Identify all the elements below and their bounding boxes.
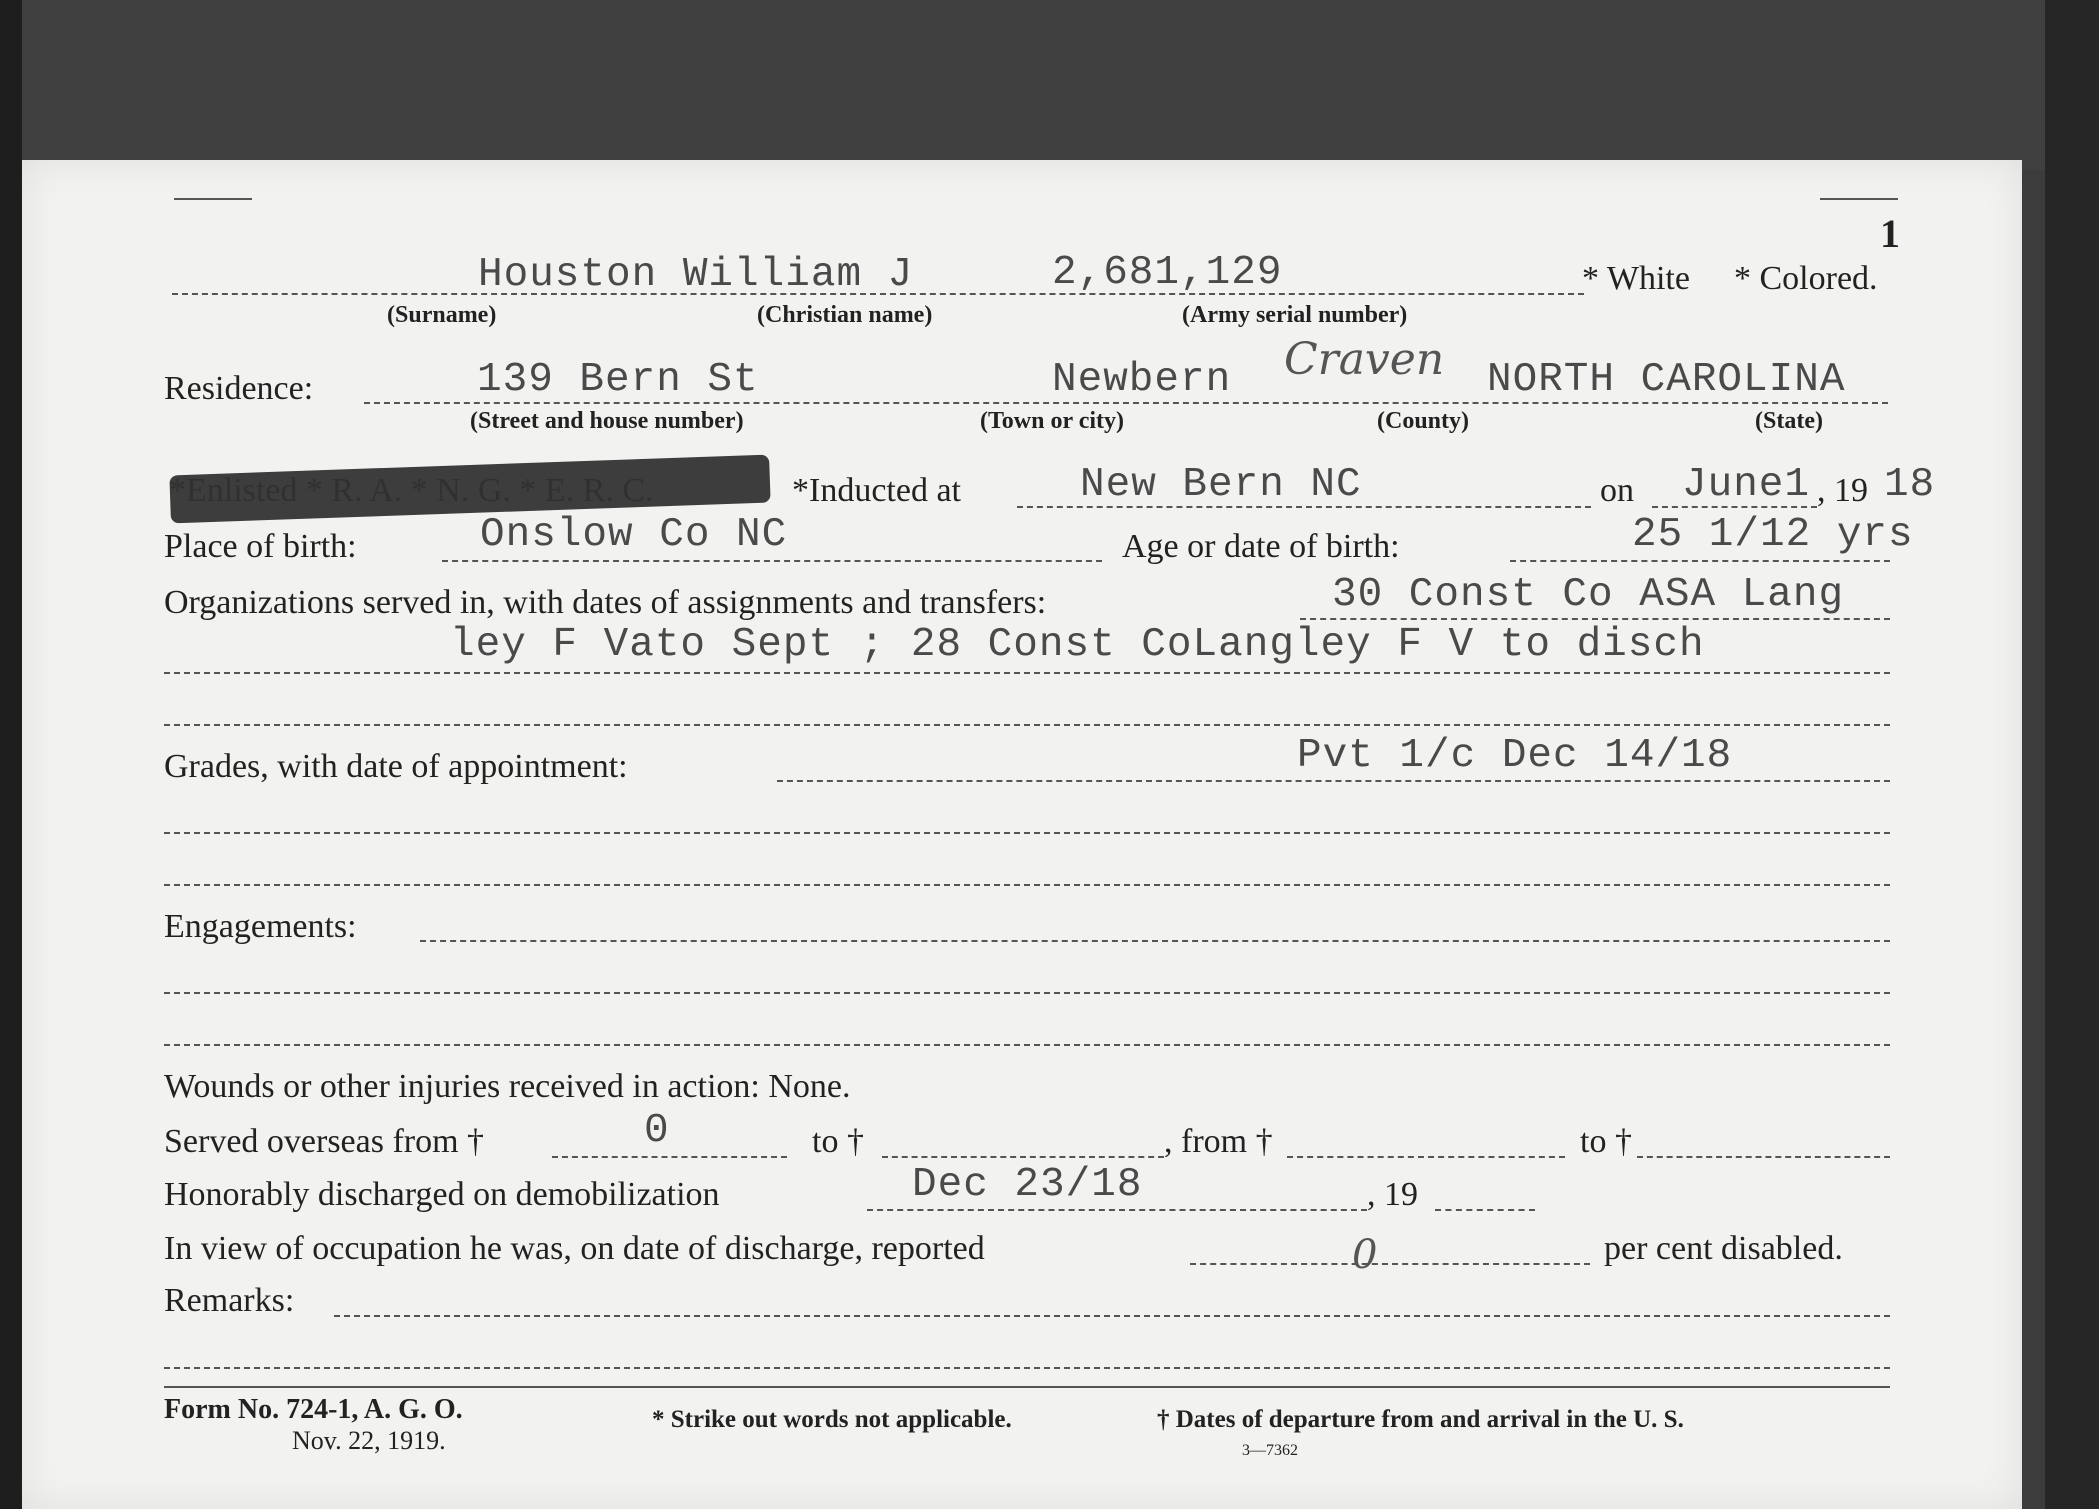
overseas-from-value: 0: [644, 1108, 670, 1154]
engagements-line-1: [420, 940, 1890, 942]
race-colored: * Colored.: [1734, 260, 1878, 297]
grades-line-3: [164, 884, 1890, 886]
induction-date: June1: [1682, 462, 1811, 508]
on-label: on: [1600, 472, 1634, 509]
wounds-text: Wounds or other injuries received in action: None.: [164, 1068, 851, 1105]
residence-label: Residence:: [164, 370, 314, 407]
christian-name-caption: (Christian name): [757, 302, 933, 328]
overseas-from2-line: [1287, 1156, 1565, 1158]
induction-year-prefix: , 19: [1817, 472, 1868, 509]
overseas-to-label: to †: [812, 1123, 864, 1160]
overseas-label: Served overseas from †: [164, 1123, 485, 1160]
age-line: [1510, 560, 1890, 562]
top-right-rule: [1820, 198, 1898, 200]
discharge-year-line: [1435, 1209, 1535, 1211]
organizations-line-2-value: ley F Vato Sept ; 28 Const CoLangley F V to disch: [450, 622, 1705, 668]
print-code: 3—7362: [1242, 1442, 1298, 1459]
inducted-label: *Inducted at: [792, 472, 961, 509]
place-of-birth-line: [442, 560, 1102, 562]
overseas-to-line: [882, 1156, 1164, 1158]
grades-label: Grades, with date of appointment:: [164, 748, 628, 785]
discharge-year-prefix: , 19: [1367, 1176, 1418, 1213]
state-caption: (State): [1755, 408, 1823, 434]
organizations-line-1-value: 30 Const Co ASA Lang: [1332, 572, 1845, 618]
county-caption: (County): [1377, 408, 1470, 434]
race-white: * White: [1582, 260, 1690, 297]
disability-suffix: per cent disabled.: [1604, 1230, 1843, 1267]
engagements-label: Engagements:: [164, 908, 357, 945]
residence-street: 139 Bern St: [477, 357, 759, 403]
overseas-to2-line: [1637, 1156, 1890, 1158]
discharge-line: [867, 1209, 1367, 1211]
grades-line-2: [164, 832, 1890, 834]
overseas-to2-label: to †: [1580, 1123, 1632, 1160]
scanner-backdrop-right: [2045, 0, 2099, 1509]
disability-line: [1190, 1263, 1590, 1265]
disability-label: In view of occupation he was, on date of discharge, reported: [164, 1230, 985, 1267]
card-number: 1: [1880, 211, 1900, 256]
engagements-line-2: [164, 992, 1890, 994]
grades-value: Pvt 1/c Dec 14/18: [1297, 733, 1733, 779]
place-of-birth-label: Place of birth:: [164, 528, 357, 565]
discharge-label: Honorably discharged on demobilization: [164, 1176, 720, 1213]
residence-county: Craven: [1284, 334, 1445, 385]
inducted-at-value: New Bern NC: [1080, 462, 1362, 508]
town-caption: (Town or city): [980, 408, 1124, 434]
remarks-line-2: [164, 1367, 1890, 1369]
serial-value: 2,681,129: [1052, 250, 1283, 296]
organizations-label: Organizations served in, with dates of assignments and transfers:: [164, 584, 1047, 621]
age-value: 25 1/12 yrs: [1632, 512, 1914, 558]
surname-caption: (Surname): [387, 302, 497, 328]
remarks-line-1: [334, 1315, 1890, 1317]
organizations-line-2: [164, 672, 1890, 674]
overseas-from-line: [552, 1156, 787, 1158]
remarks-label: Remarks:: [164, 1282, 295, 1319]
note-strike-out: * Strike out words not applicable.: [652, 1406, 1012, 1433]
top-left-rule: [174, 198, 252, 200]
residence-town: Newbern: [1052, 357, 1232, 403]
engagements-line-3: [164, 1044, 1890, 1046]
name-value: Houston William J: [478, 252, 914, 298]
organizations-line-3: [164, 724, 1890, 726]
form-date: Nov. 22, 1919.: [292, 1426, 446, 1455]
induction-year-suffix: 18: [1884, 462, 1936, 508]
serial-caption: (Army serial number): [1182, 302, 1408, 328]
residence-state: NORTH CAROLINA: [1487, 357, 1846, 403]
footer-rule: [164, 1386, 1890, 1388]
street-caption: (Street and house number): [470, 408, 744, 434]
scanner-backdrop-left: [0, 0, 22, 1509]
note-dates: † Dates of departure from and arrival in the U. S.: [1157, 1406, 1684, 1433]
place-of-birth-value: Onslow Co NC: [480, 512, 788, 558]
age-label: Age or date of birth:: [1122, 528, 1400, 565]
grades-line-1: [777, 780, 1890, 782]
service-record-card: [22, 160, 2022, 1509]
scanner-backdrop-top: [0, 0, 2099, 170]
form-number: Form No. 724-1, A. G. O.: [164, 1394, 463, 1425]
overseas-from2-label: , from †: [1164, 1123, 1273, 1160]
disability-value: 0: [1352, 1232, 1378, 1278]
organizations-line-1: [1300, 618, 1890, 620]
discharge-value: Dec 23/18: [912, 1162, 1143, 1208]
